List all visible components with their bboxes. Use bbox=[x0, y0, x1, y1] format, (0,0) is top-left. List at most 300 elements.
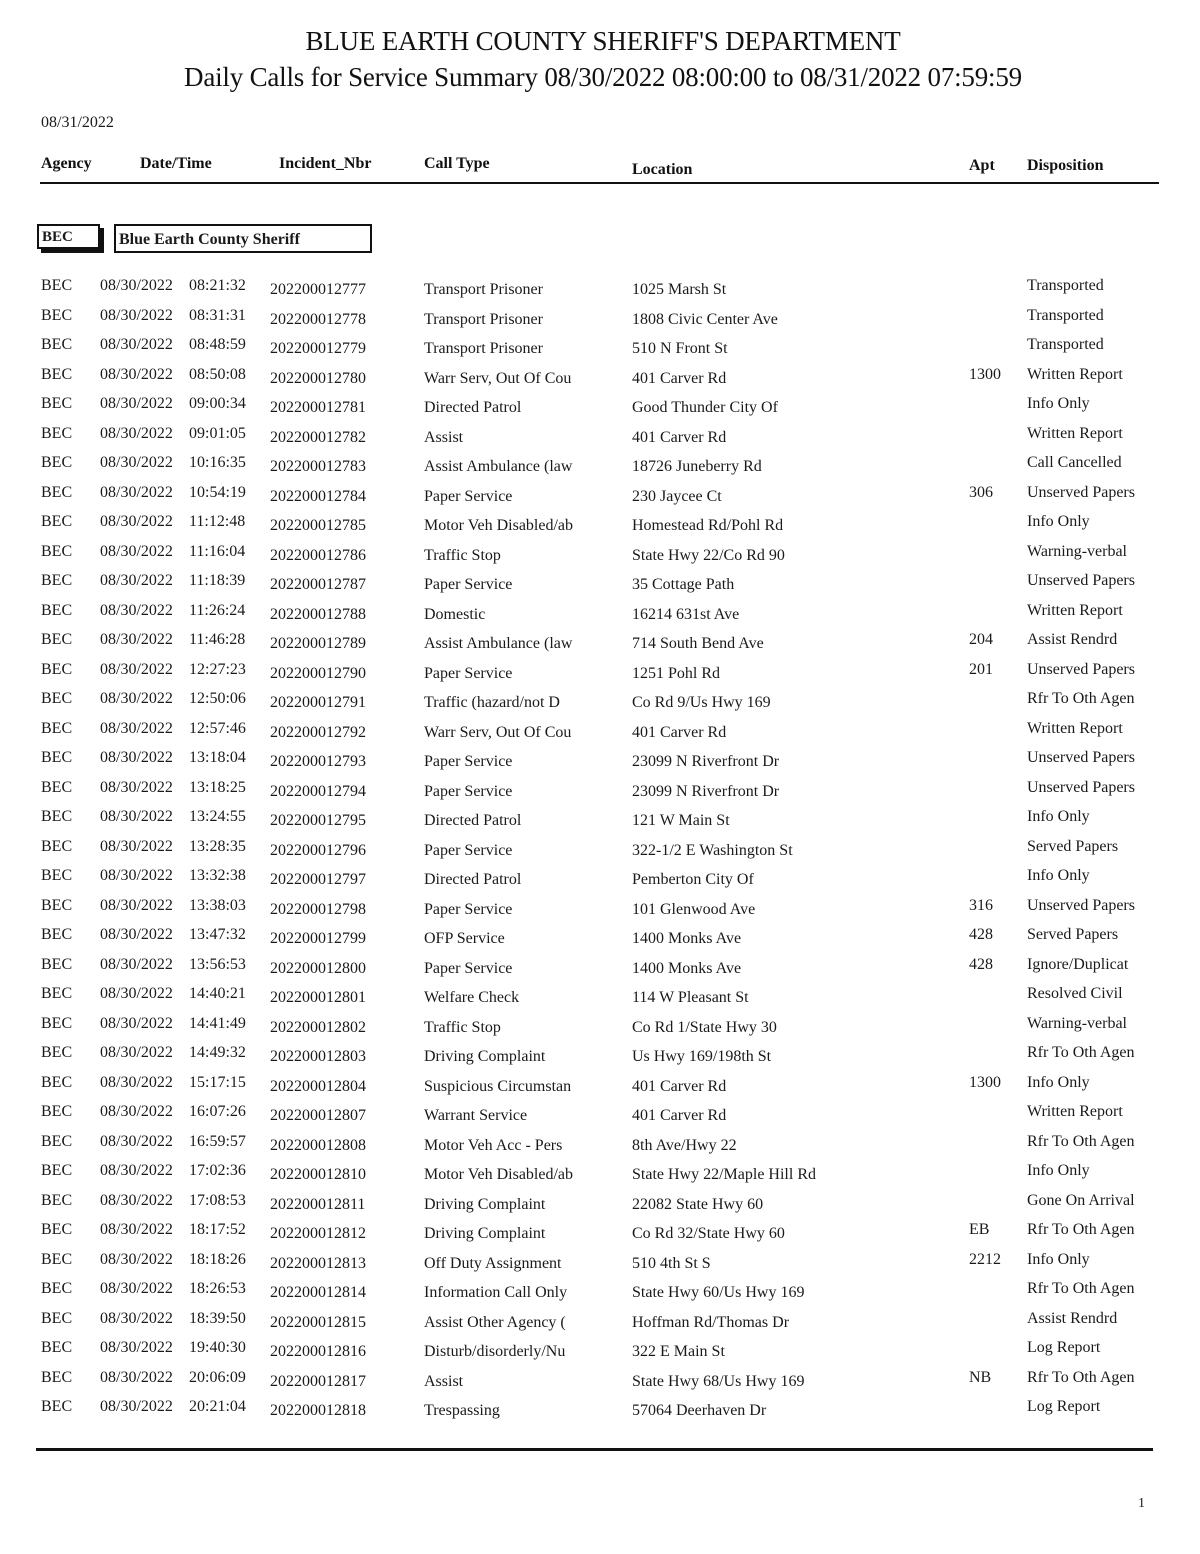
call-type-cell: Directed Patrol bbox=[424, 871, 522, 888]
date-cell: 08/30/2022 bbox=[100, 1014, 173, 1032]
date-cell: 08/30/2022 bbox=[100, 277, 173, 294]
disposition-cell: Assist Rendrd bbox=[1027, 1309, 1118, 1327]
time-cell: 13:28:35 bbox=[189, 837, 246, 855]
column-header-agency: Agency bbox=[41, 155, 92, 172]
time-cell: 08:50:08 bbox=[189, 365, 246, 383]
disposition-cell: Info Only bbox=[1027, 395, 1090, 412]
location-cell: 114 W Pleasant St bbox=[632, 989, 749, 1006]
apt-cell: 306 bbox=[969, 483, 993, 501]
disposition-cell: Unserved Papers bbox=[1027, 483, 1135, 501]
table-row bbox=[0, 1158, 1200, 1188]
date-cell: 08/30/2022 bbox=[100, 867, 173, 884]
incident-number-cell: 202200012807 bbox=[270, 1107, 366, 1124]
disposition-cell: Log Report bbox=[1027, 1339, 1101, 1356]
disposition-cell: Unserved Papers bbox=[1027, 896, 1135, 914]
agency-cell: BEC bbox=[41, 424, 73, 442]
location-cell: 22082 State Hwy 60 bbox=[632, 1195, 764, 1213]
date-cell: 08/30/2022 bbox=[100, 1309, 173, 1327]
date-cell: 08/30/2022 bbox=[100, 365, 173, 383]
time-cell: 09:00:34 bbox=[189, 395, 246, 412]
table-row bbox=[0, 1070, 1200, 1100]
call-type-cell: Trespassing bbox=[424, 1402, 500, 1419]
table-row bbox=[0, 627, 1200, 657]
disposition-cell: Written Report bbox=[1027, 601, 1123, 619]
location-cell: 23099 N Riverfront Dr bbox=[632, 753, 780, 770]
call-type-cell: Off Duty Assignment bbox=[424, 1254, 562, 1272]
agency-cell: BEC bbox=[41, 1073, 73, 1091]
location-cell: 510 4th St S bbox=[632, 1254, 711, 1272]
time-cell: 20:06:09 bbox=[189, 1368, 246, 1386]
apt-cell: 204 bbox=[969, 631, 993, 648]
table-row bbox=[0, 1099, 1200, 1129]
table-row bbox=[0, 1188, 1200, 1218]
disposition-cell: Call Cancelled bbox=[1027, 454, 1122, 471]
agency-group-code: BEC bbox=[37, 224, 100, 249]
table-row bbox=[0, 1040, 1200, 1070]
incident-number-cell: 202200012800 bbox=[270, 959, 366, 977]
date-cell: 08/30/2022 bbox=[100, 1339, 173, 1356]
table-row bbox=[0, 1276, 1200, 1306]
agency-cell: BEC bbox=[41, 808, 73, 825]
incident-number-cell: 202200012818 bbox=[270, 1402, 366, 1419]
table-row bbox=[0, 775, 1200, 805]
agency-cell: BEC bbox=[41, 985, 73, 1002]
call-type-cell: Warr Serv, Out Of Cou bbox=[424, 723, 572, 741]
table-row bbox=[0, 1335, 1200, 1365]
agency-cell: BEC bbox=[41, 1132, 73, 1150]
time-cell: 08:48:59 bbox=[189, 336, 246, 353]
call-type-cell: Transport Prisoner bbox=[424, 310, 543, 328]
calls-table-body bbox=[0, 273, 1200, 1424]
time-cell: 11:26:24 bbox=[189, 601, 246, 619]
table-row bbox=[0, 421, 1200, 451]
incident-number-cell: 202200012791 bbox=[270, 694, 366, 711]
incident-number-cell: 202200012778 bbox=[270, 310, 366, 328]
time-cell: 14:40:21 bbox=[189, 985, 246, 1002]
agency-cell: BEC bbox=[41, 926, 73, 943]
apt-cell: NB bbox=[969, 1368, 992, 1386]
incident-number-cell: 202200012793 bbox=[270, 753, 366, 770]
location-cell: 401 Carver Rd bbox=[632, 1107, 727, 1124]
disposition-cell: Written Report bbox=[1027, 424, 1123, 442]
call-type-cell: Transport Prisoner bbox=[424, 340, 543, 357]
location-cell: Co Rd 1/State Hwy 30 bbox=[632, 1018, 777, 1036]
date-cell: 08/30/2022 bbox=[100, 837, 173, 855]
location-cell: Hoffman Rd/Thomas Dr bbox=[632, 1313, 790, 1331]
location-cell: 401 Carver Rd bbox=[632, 369, 727, 387]
time-cell: 13:32:38 bbox=[189, 867, 246, 884]
apt-cell: 316 bbox=[969, 896, 993, 914]
time-cell: 11:16:04 bbox=[189, 542, 246, 560]
date-cell: 08/30/2022 bbox=[100, 985, 173, 1002]
call-type-cell: Paper Service bbox=[424, 487, 513, 505]
incident-number-cell: 202200012815 bbox=[270, 1313, 366, 1331]
table-row bbox=[0, 981, 1200, 1011]
column-header-location: Location bbox=[632, 161, 693, 178]
date-cell: 08/30/2022 bbox=[100, 896, 173, 914]
call-type-cell: Motor Veh Acc - Pers bbox=[424, 1136, 563, 1154]
disposition-cell: Info Only bbox=[1027, 1250, 1090, 1268]
incident-number-cell: 202200012786 bbox=[270, 546, 366, 564]
date-cell: 08/30/2022 bbox=[100, 1103, 173, 1120]
table-row bbox=[0, 1365, 1200, 1395]
table-row bbox=[0, 480, 1200, 510]
call-type-cell: Assist bbox=[424, 428, 464, 446]
incident-number-cell: 202200012803 bbox=[270, 1048, 366, 1065]
disposition-cell: Served Papers bbox=[1027, 837, 1119, 855]
apt-cell: 1300 bbox=[969, 1073, 1001, 1091]
incident-number-cell: 202200012808 bbox=[270, 1136, 366, 1154]
call-type-cell: Driving Complaint bbox=[424, 1195, 546, 1213]
call-type-cell: Paper Service bbox=[424, 664, 513, 682]
incident-number-cell: 202200012797 bbox=[270, 871, 366, 888]
date-cell: 08/30/2022 bbox=[100, 1221, 173, 1238]
date-cell: 08/30/2022 bbox=[100, 542, 173, 560]
table-row bbox=[0, 1129, 1200, 1159]
date-cell: 08/30/2022 bbox=[100, 749, 173, 766]
agency-cell: BEC bbox=[41, 1191, 73, 1209]
agency-cell: BEC bbox=[41, 365, 73, 383]
table-row bbox=[0, 834, 1200, 864]
apt-cell: EB bbox=[969, 1221, 990, 1238]
date-cell: 08/30/2022 bbox=[100, 1073, 173, 1091]
location-cell: 18726 Juneberry Rd bbox=[632, 458, 762, 475]
location-cell: State Hwy 60/Us Hwy 169 bbox=[632, 1284, 805, 1301]
date-cell: 08/30/2022 bbox=[100, 926, 173, 943]
agency-cell: BEC bbox=[41, 660, 73, 678]
table-row bbox=[0, 922, 1200, 952]
location-cell: 1808 Civic Center Ave bbox=[632, 310, 778, 328]
location-cell: 230 Jaycee Ct bbox=[632, 487, 722, 505]
location-cell: Co Rd 9/Us Hwy 169 bbox=[632, 694, 771, 711]
table-row bbox=[0, 598, 1200, 628]
disposition-cell: Ignore/Duplicat bbox=[1027, 955, 1129, 973]
incident-number-cell: 202200012784 bbox=[270, 487, 366, 505]
agency-cell: BEC bbox=[41, 1044, 73, 1061]
date-cell: 08/30/2022 bbox=[100, 336, 173, 353]
incident-number-cell: 202200012781 bbox=[270, 399, 366, 416]
agency-cell: BEC bbox=[41, 1280, 73, 1297]
time-cell: 14:41:49 bbox=[189, 1014, 246, 1032]
agency-cell: BEC bbox=[41, 690, 73, 707]
page-number: 1 bbox=[1138, 1496, 1145, 1511]
incident-number-cell: 202200012798 bbox=[270, 900, 366, 918]
time-cell: 11:18:39 bbox=[189, 572, 246, 589]
time-cell: 16:07:26 bbox=[189, 1103, 246, 1120]
incident-number-cell: 202200012787 bbox=[270, 576, 366, 593]
call-type-cell: Assist Ambulance (law bbox=[424, 458, 573, 475]
time-cell: 10:16:35 bbox=[189, 454, 246, 471]
incident-number-cell: 202200012794 bbox=[270, 782, 366, 800]
time-cell: 12:27:23 bbox=[189, 660, 246, 678]
incident-number-cell: 202200012816 bbox=[270, 1343, 366, 1360]
agency-cell: BEC bbox=[41, 1162, 73, 1179]
location-cell: 510 N Front St bbox=[632, 340, 728, 357]
call-type-cell: Paper Service bbox=[424, 900, 513, 918]
time-cell: 17:08:53 bbox=[189, 1191, 246, 1209]
agency-cell: BEC bbox=[41, 1014, 73, 1032]
date-cell: 08/30/2022 bbox=[100, 1162, 173, 1179]
call-type-cell: Directed Patrol bbox=[424, 812, 522, 829]
location-cell: Us Hwy 169/198th St bbox=[632, 1048, 772, 1065]
location-cell: 1025 Marsh St bbox=[632, 281, 727, 298]
disposition-cell: Info Only bbox=[1027, 1073, 1090, 1091]
time-cell: 11:46:28 bbox=[189, 631, 246, 648]
time-cell: 18:26:53 bbox=[189, 1280, 246, 1297]
table-row bbox=[0, 362, 1200, 392]
date-cell: 08/30/2022 bbox=[100, 1280, 173, 1297]
disposition-cell: Info Only bbox=[1027, 867, 1090, 884]
disposition-cell: Served Papers bbox=[1027, 926, 1119, 943]
agency-cell: BEC bbox=[41, 1368, 73, 1386]
incident-number-cell: 202200012790 bbox=[270, 664, 366, 682]
incident-number-cell: 202200012801 bbox=[270, 989, 366, 1006]
call-type-cell: Transport Prisoner bbox=[424, 281, 543, 298]
incident-number-cell: 202200012779 bbox=[270, 340, 366, 357]
call-type-cell: Traffic Stop bbox=[424, 1018, 501, 1036]
table-row bbox=[0, 745, 1200, 775]
call-type-cell: Suspicious Circumstan bbox=[424, 1077, 572, 1095]
location-cell: 35 Cottage Path bbox=[632, 576, 735, 593]
date-cell: 08/30/2022 bbox=[100, 483, 173, 501]
agency-cell: BEC bbox=[41, 1250, 73, 1268]
date-cell: 08/30/2022 bbox=[100, 955, 173, 973]
disposition-cell: Warning-verbal bbox=[1027, 1014, 1127, 1032]
location-cell: 1400 Monks Ave bbox=[632, 959, 742, 977]
location-cell: 322-1/2 E Washington St bbox=[632, 841, 793, 859]
date-cell: 08/30/2022 bbox=[100, 631, 173, 648]
call-type-cell: Assist Ambulance (law bbox=[424, 635, 573, 652]
time-cell: 13:18:04 bbox=[189, 749, 246, 766]
date-cell: 08/30/2022 bbox=[100, 719, 173, 737]
table-row bbox=[0, 1247, 1200, 1277]
date-cell: 08/30/2022 bbox=[100, 601, 173, 619]
call-type-cell: Motor Veh Disabled/ab bbox=[424, 517, 574, 534]
apt-cell: 201 bbox=[969, 660, 993, 678]
incident-number-cell: 202200012789 bbox=[270, 635, 366, 652]
time-cell: 16:59:57 bbox=[189, 1132, 246, 1150]
table-row bbox=[0, 568, 1200, 598]
date-cell: 08/30/2022 bbox=[100, 660, 173, 678]
incident-number-cell: 202200012817 bbox=[270, 1372, 366, 1390]
time-cell: 12:57:46 bbox=[189, 719, 246, 737]
column-header-incident: Incident_Nbr bbox=[279, 155, 372, 172]
time-cell: 11:12:48 bbox=[189, 513, 246, 530]
location-cell: 401 Carver Rd bbox=[632, 428, 727, 446]
table-row bbox=[0, 686, 1200, 716]
call-type-cell: Motor Veh Disabled/ab bbox=[424, 1166, 574, 1183]
call-type-cell: Directed Patrol bbox=[424, 399, 522, 416]
location-cell: State Hwy 22/Co Rd 90 bbox=[632, 546, 785, 564]
table-row bbox=[0, 1306, 1200, 1336]
disposition-cell: Unserved Papers bbox=[1027, 660, 1135, 678]
agency-cell: BEC bbox=[41, 778, 73, 796]
call-type-cell: Paper Service bbox=[424, 782, 513, 800]
table-row bbox=[0, 332, 1200, 362]
agency-cell: BEC bbox=[41, 1339, 73, 1356]
time-cell: 13:38:03 bbox=[189, 896, 246, 914]
call-type-cell: OFP Service bbox=[424, 930, 505, 947]
call-type-cell: Assist bbox=[424, 1372, 464, 1390]
disposition-cell: Transported bbox=[1027, 336, 1104, 353]
date-cell: 08/30/2022 bbox=[100, 690, 173, 707]
agency-cell: BEC bbox=[41, 955, 73, 973]
disposition-cell: Rfr To Oth Agen bbox=[1027, 1368, 1135, 1386]
table-row bbox=[0, 1394, 1200, 1424]
disposition-cell: Rfr To Oth Agen bbox=[1027, 1132, 1135, 1150]
disposition-cell: Written Report bbox=[1027, 719, 1123, 737]
column-header-disposition: Disposition bbox=[1027, 157, 1104, 174]
time-cell: 08:21:32 bbox=[189, 277, 246, 294]
call-type-cell: Disturb/disorderly/Nu bbox=[424, 1343, 566, 1360]
disposition-cell: Written Report bbox=[1027, 365, 1123, 383]
disposition-cell: Warning-verbal bbox=[1027, 542, 1127, 560]
agency-cell: BEC bbox=[41, 601, 73, 619]
disposition-cell: Resolved Civil bbox=[1027, 985, 1123, 1002]
location-cell: Co Rd 32/State Hwy 60 bbox=[632, 1225, 785, 1242]
disposition-cell: Info Only bbox=[1027, 513, 1090, 530]
disposition-cell: Unserved Papers bbox=[1027, 778, 1135, 796]
agency-cell: BEC bbox=[41, 837, 73, 855]
agency-cell: BEC bbox=[41, 542, 73, 560]
agency-cell: BEC bbox=[41, 1309, 73, 1327]
agency-cell: BEC bbox=[41, 1398, 73, 1415]
location-cell: 16214 631st Ave bbox=[632, 605, 740, 623]
print-date: 08/31/2022 bbox=[41, 114, 114, 131]
location-cell: State Hwy 22/Maple Hill Rd bbox=[632, 1166, 816, 1183]
disposition-cell: Written Report bbox=[1027, 1103, 1123, 1120]
table-row bbox=[0, 657, 1200, 687]
disposition-cell: Assist Rendrd bbox=[1027, 631, 1118, 648]
time-cell: 12:50:06 bbox=[189, 690, 246, 707]
agency-cell: BEC bbox=[41, 631, 73, 648]
date-cell: 08/30/2022 bbox=[100, 424, 173, 442]
agency-cell: BEC bbox=[41, 336, 73, 353]
time-cell: 17:02:36 bbox=[189, 1162, 246, 1179]
location-cell: 23099 N Riverfront Dr bbox=[632, 782, 780, 800]
call-type-cell: Welfare Check bbox=[424, 989, 520, 1006]
disposition-cell: Gone On Arrival bbox=[1027, 1191, 1135, 1209]
time-cell: 13:24:55 bbox=[189, 808, 246, 825]
time-cell: 09:01:05 bbox=[189, 424, 246, 442]
table-row bbox=[0, 716, 1200, 746]
table-row bbox=[0, 1011, 1200, 1041]
location-cell: 714 South Bend Ave bbox=[632, 635, 764, 652]
call-type-cell: Warrant Service bbox=[424, 1107, 528, 1124]
date-cell: 08/30/2022 bbox=[100, 1250, 173, 1268]
disposition-cell: Unserved Papers bbox=[1027, 572, 1135, 589]
incident-number-cell: 202200012796 bbox=[270, 841, 366, 859]
call-type-cell: Paper Service bbox=[424, 959, 513, 977]
agency-cell: BEC bbox=[41, 749, 73, 766]
location-cell: 322 E Main St bbox=[632, 1343, 725, 1360]
time-cell: 18:17:52 bbox=[189, 1221, 246, 1238]
table-row bbox=[0, 303, 1200, 333]
time-cell: 18:18:26 bbox=[189, 1250, 246, 1268]
call-type-cell: Driving Complaint bbox=[424, 1048, 546, 1065]
location-cell: 101 Glenwood Ave bbox=[632, 900, 756, 918]
date-cell: 08/30/2022 bbox=[100, 513, 173, 530]
incident-number-cell: 202200012799 bbox=[270, 930, 366, 947]
time-cell: 18:39:50 bbox=[189, 1309, 246, 1327]
call-type-cell: Warr Serv, Out Of Cou bbox=[424, 369, 572, 387]
apt-cell: 428 bbox=[969, 955, 993, 973]
date-cell: 08/30/2022 bbox=[100, 1044, 173, 1061]
agency-cell: BEC bbox=[41, 395, 73, 412]
call-type-cell: Paper Service bbox=[424, 841, 513, 859]
disposition-cell: Info Only bbox=[1027, 808, 1090, 825]
table-row bbox=[0, 863, 1200, 893]
incident-number-cell: 202200012813 bbox=[270, 1254, 366, 1272]
incident-number-cell: 202200012804 bbox=[270, 1077, 366, 1095]
date-cell: 08/30/2022 bbox=[100, 1398, 173, 1415]
agency-cell: BEC bbox=[41, 454, 73, 471]
location-cell: 401 Carver Rd bbox=[632, 1077, 727, 1095]
incident-number-cell: 202200012782 bbox=[270, 428, 366, 446]
agency-cell: BEC bbox=[41, 1221, 73, 1238]
apt-cell: 1300 bbox=[969, 365, 1001, 383]
disposition-cell: Transported bbox=[1027, 277, 1104, 294]
table-row bbox=[0, 509, 1200, 539]
incident-number-cell: 202200012811 bbox=[270, 1195, 366, 1213]
location-cell: 57064 Deerhaven Dr bbox=[632, 1402, 767, 1419]
agency-cell: BEC bbox=[41, 1103, 73, 1120]
report-subtitle: Daily Calls for Service Summary 08/30/2022 08:00:00 to 08/31/2022 07:59:59 bbox=[184, 62, 1022, 92]
footer-divider bbox=[36, 1448, 1153, 1451]
date-cell: 08/30/2022 bbox=[100, 1132, 173, 1150]
time-cell: 13:56:53 bbox=[189, 955, 246, 973]
table-row bbox=[0, 539, 1200, 569]
location-cell: Pemberton City Of bbox=[632, 871, 754, 888]
agency-cell: BEC bbox=[41, 277, 73, 294]
call-type-cell: Traffic Stop bbox=[424, 546, 501, 564]
table-row bbox=[0, 893, 1200, 923]
agency-group-name: Blue Earth County Sheriff bbox=[114, 224, 372, 253]
report-title: BLUE EARTH COUNTY SHERIFF'S DEPARTMENT bbox=[305, 26, 901, 56]
time-cell: 08:31:31 bbox=[189, 306, 246, 324]
time-cell: 10:54:19 bbox=[189, 483, 246, 501]
location-cell: State Hwy 68/Us Hwy 169 bbox=[632, 1372, 805, 1390]
agency-cell: BEC bbox=[41, 513, 73, 530]
incident-number-cell: 202200012802 bbox=[270, 1018, 366, 1036]
incident-number-cell: 202200012812 bbox=[270, 1225, 366, 1242]
date-cell: 08/30/2022 bbox=[100, 778, 173, 796]
table-row bbox=[0, 273, 1200, 303]
time-cell: 13:47:32 bbox=[189, 926, 246, 943]
column-header-apt: Apt bbox=[969, 157, 995, 174]
incident-number-cell: 202200012777 bbox=[270, 281, 366, 298]
call-type-cell: Information Call Only bbox=[424, 1284, 568, 1301]
location-cell: 8th Ave/Hwy 22 bbox=[632, 1136, 737, 1154]
incident-number-cell: 202200012810 bbox=[270, 1166, 366, 1183]
location-cell: 1400 Monks Ave bbox=[632, 930, 742, 947]
call-type-cell: Driving Complaint bbox=[424, 1225, 546, 1242]
date-cell: 08/30/2022 bbox=[100, 572, 173, 589]
agency-cell: BEC bbox=[41, 867, 73, 884]
location-cell: Good Thunder City Of bbox=[632, 399, 778, 416]
time-cell: 20:21:04 bbox=[189, 1398, 246, 1415]
disposition-cell: Rfr To Oth Agen bbox=[1027, 1221, 1135, 1238]
disposition-cell: Rfr To Oth Agen bbox=[1027, 1044, 1135, 1061]
call-type-cell: Paper Service bbox=[424, 576, 513, 593]
apt-cell: 428 bbox=[969, 926, 993, 943]
location-cell: 121 W Main St bbox=[632, 812, 730, 829]
column-header-datetime: Date/Time bbox=[140, 155, 212, 172]
call-type-cell: Domestic bbox=[424, 605, 486, 623]
header-divider bbox=[40, 182, 1159, 184]
call-type-cell: Paper Service bbox=[424, 753, 513, 770]
table-row bbox=[0, 952, 1200, 982]
